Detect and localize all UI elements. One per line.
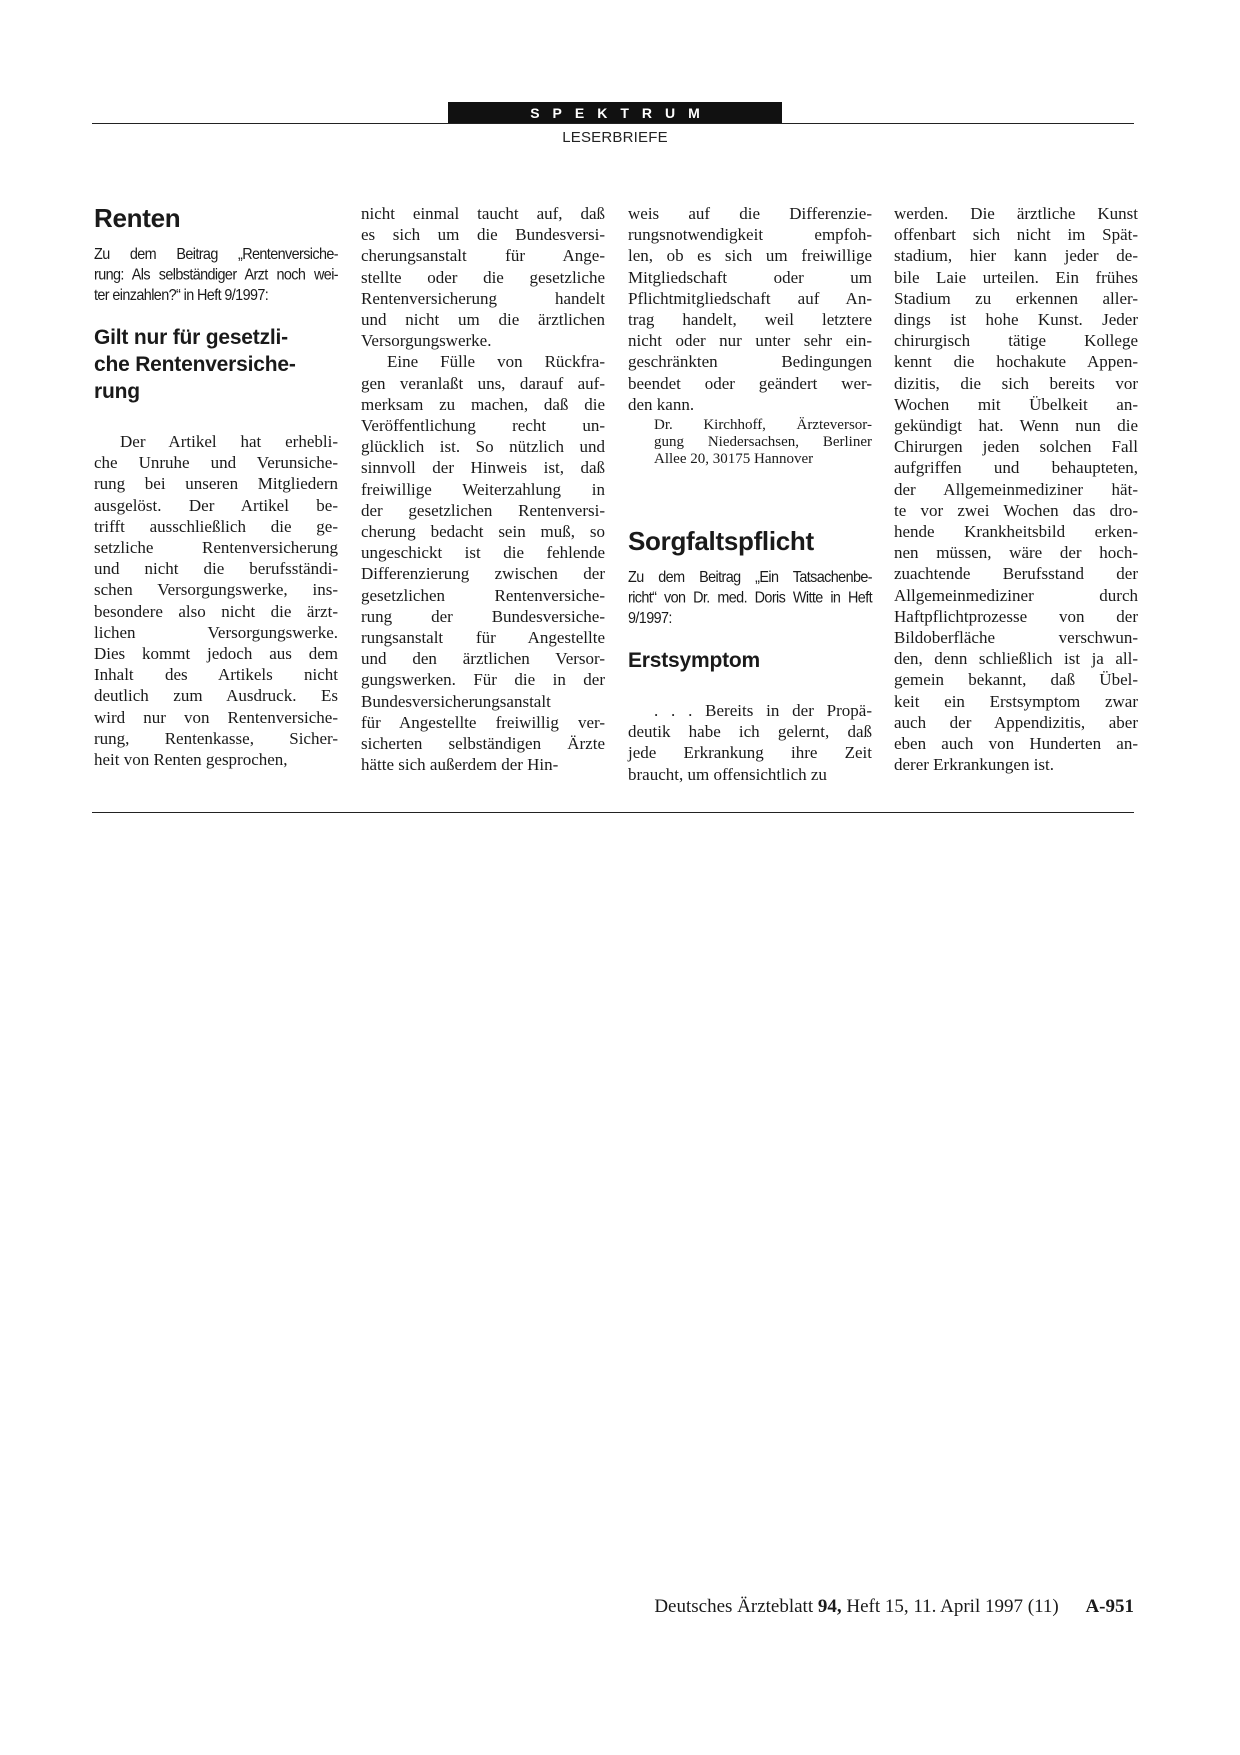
column-2 [361, 203, 605, 775]
text-line: Bildoberfläche verschwun- [894, 628, 1138, 648]
text-line: Differenzierung zwischen der [361, 564, 605, 584]
article-reference-sorgfaltspflicht [628, 568, 872, 630]
text-line: nen müssen, wäre der hoch- [894, 543, 1138, 563]
text-line: ungeschickt ist die fehlende [361, 543, 605, 563]
text-line: Bundesversicherungsanstalt [361, 691, 551, 711]
column-1 [94, 203, 338, 770]
text-line: aufgriffen und behaupteten, [894, 458, 1138, 478]
text-line: Veröffentlichung recht un- [361, 416, 605, 436]
letter-heading-erstsymptom: Erstsymptom [628, 649, 761, 673]
content-bottom-rule [92, 812, 1134, 813]
text-line: Wochen mit Übelkeit an- [894, 394, 1138, 414]
text-line: werden. Die ärztliche Kunst [894, 204, 1138, 223]
text-line: gekündigt hat. Wenn nun die [894, 416, 1138, 436]
text-line: hende Krankheitsbild erken- [894, 522, 1138, 542]
text-line: ter einzahlen?“ in Heft 9/1997: [94, 286, 269, 305]
column-4 [894, 203, 1138, 775]
text-line: che Unruhe und Verunsiche- [94, 453, 338, 473]
letter-body-erstsymptom-part-1 [628, 700, 872, 785]
text-line: gen veranlaßt uns, darauf auf- [361, 373, 605, 393]
text-line: Eine Fülle von Rückfra- [387, 352, 605, 372]
text-line: Zu dem Beitrag „Ein Tatsachenbe- [628, 568, 872, 587]
text-line: der Allgemeinmediziner hät- [894, 479, 1138, 499]
text-line: cherungsanstalt für Ange- [361, 246, 605, 266]
text-line: nicht einmal taucht auf, daß [361, 204, 605, 223]
page-footer [654, 1596, 1134, 1618]
text-line: glücklich ist. So nützlich und [361, 437, 605, 457]
text-line: len, ob es sich um freiwillige [628, 246, 872, 266]
text-line: Haftpflichtprozesse von der [894, 606, 1138, 626]
text-line: und den ärztlichen Versor- [361, 649, 605, 669]
text-line: Chirurgen jeden solchen Fall [894, 437, 1138, 457]
text-line: rung: Als selbständiger Arzt noch wei- [94, 266, 338, 284]
text-line: der gesetzlichen Rentenversi- [361, 500, 605, 520]
text-line: Zu dem Beitrag „Rentenversiche- [94, 245, 338, 264]
text-line: schen Versorgungswerke, ins- [94, 580, 338, 600]
text-line: weis auf die Differenzie- [628, 204, 872, 223]
text-line: sinnvoll der Hinweis ist, daß [361, 458, 605, 478]
text-line: wird nur von Rentenversiche- [94, 707, 338, 727]
journal-volume: 94, [817, 1596, 842, 1617]
text-line: nicht oder nur unter sehr ein- [628, 331, 872, 351]
text-line: Allgemeinmediziner durch [894, 585, 1138, 605]
text-line: gemein bekannt, daß Übel- [894, 670, 1138, 690]
text-line: rung [94, 380, 140, 403]
text-line: und nicht um die ärztlichen [361, 310, 605, 330]
text-line: Allee 20, 30175 Hannover [654, 451, 814, 468]
text-line: richt“ von Dr. med. Doris Witte in Heft [628, 589, 872, 607]
text-line: bile Laie urteilen. Ein frühes [894, 267, 1138, 287]
text-line: che Rentenversiche- [94, 353, 296, 376]
text-line: dings ist hohe Kunst. Jeder [894, 310, 1138, 330]
text-line: trifft ausschließlich die ge- [94, 516, 338, 536]
text-line: chirurgisch tätige Kollege [894, 331, 1138, 351]
text-line: cherung bedacht sein muß, so [361, 522, 605, 542]
text-line: beendet oder geändert wer- [628, 373, 872, 393]
text-line: te vor zwei Wochen das dro- [894, 500, 1138, 520]
letter-body-erstsymptom-part-2 [894, 203, 1138, 775]
text-line: Pflichtmitgliedschaft auf An- [628, 288, 872, 308]
text-line: . . . Bereits in der Propä- [654, 701, 872, 721]
letter-body-part-1 [94, 431, 338, 770]
text-line: gesetzlichen Rentenversiche- [361, 585, 605, 605]
text-line: stellte oder die gesetzliche [361, 267, 605, 287]
text-line: Der Artikel hat erhebli- [120, 432, 338, 451]
text-line: auch der Appendizitis, aber [894, 712, 1138, 732]
text-line: dizitis, die sich bereits vor [894, 373, 1138, 393]
section-label: SPEKTRUM [448, 102, 782, 124]
letter-body-part-4 [628, 203, 872, 415]
text-line: setzliche Rentenversicherung [94, 538, 338, 558]
text-line: offenbart sich nicht im Spät- [894, 225, 1138, 245]
column-3 [628, 203, 872, 785]
text-line: besondere also nicht die ärzt- [94, 601, 338, 621]
text-line: Dies kommt jedoch aus dem [94, 644, 338, 664]
text-line: Dr. Kirchhoff, Ärzteversor- [654, 417, 872, 434]
text-line: Gilt nur für gesetzli- [94, 326, 288, 349]
letter-body-part-2 [361, 203, 605, 351]
text-line: stadium, hier kann jeder de- [894, 246, 1138, 266]
text-line: deutlich zum Ausdruck. Es [94, 686, 338, 706]
text-line: trag handelt, weil letztere [628, 310, 872, 330]
header-rule [92, 123, 1134, 124]
text-line: rungsanstalt für Angestellte [361, 628, 605, 648]
text-line: für Angestellte freiwillig ver- [361, 712, 605, 732]
text-line: derer Erkrankungen ist. [894, 755, 1055, 775]
article-title-renten: Renten [94, 203, 181, 233]
text-line: deutik habe ich gelernt, daß [628, 722, 872, 742]
text-line: lichen Versorgungswerke. [94, 622, 338, 642]
page-number: A-951 [1085, 1596, 1134, 1617]
text-line: merksam zu machen, daß die [361, 394, 605, 414]
text-line: braucht, um offensichtlich zu [628, 764, 827, 784]
text-line: jede Erkrankung ihre Zeit [628, 743, 872, 763]
text-line: rung der Bundesversiche- [361, 606, 605, 626]
text-line: hätte sich außerdem der Hin- [361, 755, 559, 775]
text-line: den, denn schließlich ist ja all- [894, 649, 1138, 669]
text-line: Versorgungswerke. [361, 331, 492, 351]
text-line: den kann. [628, 394, 695, 414]
letter-heading-gilt-nur [94, 324, 338, 405]
text-line: kennt die hochakute Appen- [894, 352, 1138, 372]
text-line: Rentenversicherung handelt [361, 288, 605, 308]
text-line: Stadium zu erkennen aller- [894, 288, 1138, 308]
text-line: gungswerken. Für die in der [361, 670, 605, 690]
journal-name: Deutsches Ärzteblatt [654, 1596, 814, 1617]
article-reference-renten [94, 245, 338, 307]
text-line: keit ein Erstsymptom zwar [894, 691, 1138, 711]
text-line: Mitgliedschaft oder um [628, 267, 872, 287]
letter-signature [628, 417, 872, 468]
text-line: und nicht die berufsständi- [94, 559, 338, 579]
text-line: freiwillige Weiterzahlung in [361, 479, 605, 499]
text-line: sicherten selbständigen Ärzte [361, 734, 605, 754]
subsection-label: LESERBRIEFE [562, 129, 668, 146]
text-line: geschränkten Bedingungen [628, 352, 872, 372]
text-line: ausgelöst. Der Artikel be- [94, 495, 338, 515]
text-line: Inhalt des Artikels nicht [94, 665, 338, 685]
text-line: eben auch von Hunderten an- [894, 734, 1138, 754]
text-line: es sich um die Bundesversi- [361, 225, 605, 245]
text-line: zuachtende Berufsstand der [894, 564, 1138, 584]
text-line: 9/1997: [628, 609, 672, 628]
text-line: heit von Renten gesprochen, [94, 750, 288, 770]
text-line: gung Niedersachsen, Berliner [654, 434, 872, 451]
letter-body-part-3 [361, 351, 605, 775]
journal-issue: Heft 15, 11. April 1997 (11) [846, 1596, 1059, 1617]
text-line: rung bei unseren Mitgliedern [94, 474, 338, 494]
article-title-sorgfaltspflicht: Sorgfaltspflicht [628, 526, 814, 557]
text-line: rung, Rentenkasse, Sicher- [94, 728, 338, 748]
text-line: rungsnotwendigkeit empfoh- [628, 225, 872, 245]
